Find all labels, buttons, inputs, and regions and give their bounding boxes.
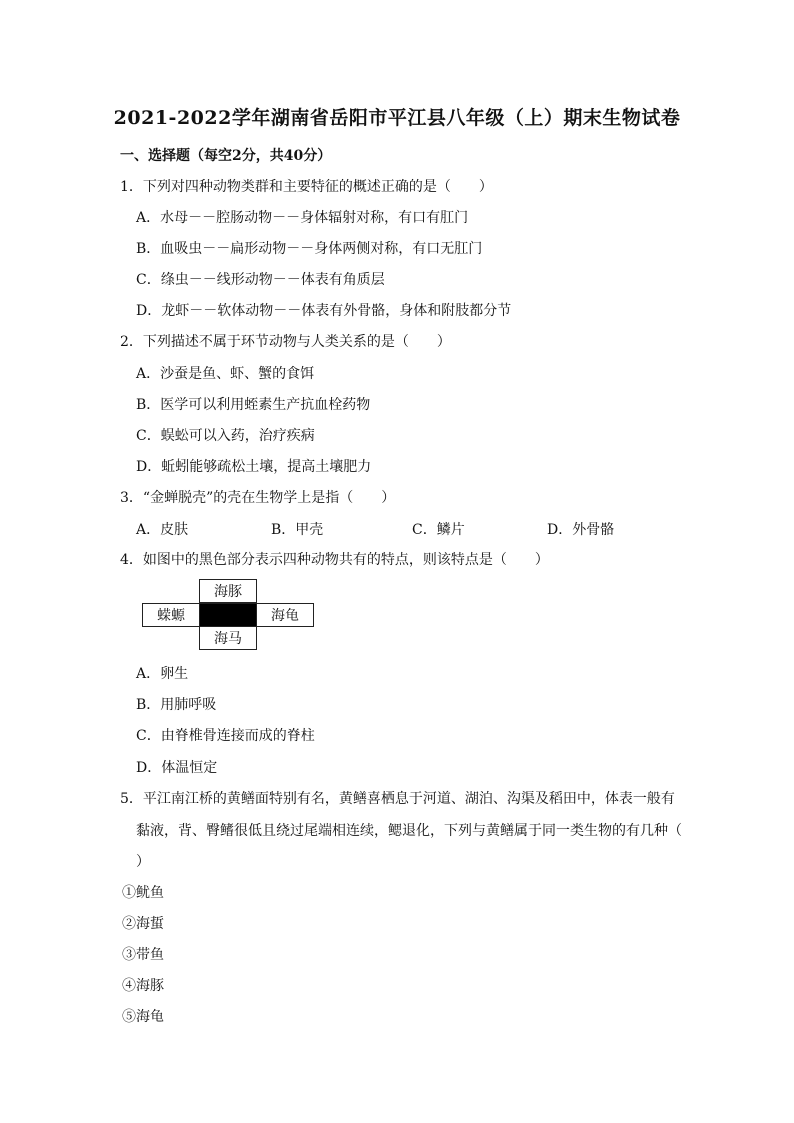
question-2-stem: 2．下列描述不属于环节动物与人类关系的是（ ） <box>120 334 451 350</box>
question-4-option-d: D．体温恒定 <box>136 760 218 776</box>
question-5-item-2: ②海蜇 <box>122 916 164 932</box>
question-2-option-a: A．沙蚕是鱼、虾、蟹的食饵 <box>136 366 315 382</box>
question-2-option-c: C．蜈蚣可以入药，治疗疾病 <box>136 428 315 444</box>
question-5-stem-line-2: 黏液，背、臀鳍很低且绕过尾端相连续，鳃退化，下列与黄鳝属于同一类生物的有几种（ <box>136 823 682 839</box>
question-1-stem: 1．下列对四种动物类群和主要特征的概述正确的是（ ） <box>120 179 493 195</box>
page-title: 2021-2022学年湖南省岳阳市平江县八年级（上）期末生物试卷 <box>113 107 681 129</box>
question-2-option-b: B．医学可以利用蛭素生产抗血栓药物 <box>136 397 371 413</box>
diagram-cell-center-shared <box>199 603 257 627</box>
diagram-cell-bottom: 海马 <box>199 626 257 650</box>
question-4-option-c: C．由脊椎骨连接而成的脊柱 <box>136 728 315 744</box>
question-1-option-a: A．水母－－腔肠动物－－身体辐射对称，有口有肛门 <box>136 210 469 226</box>
section-heading: 一、选择题（每空2分，共40分） <box>120 148 332 164</box>
question-1-option-d: D．龙虾－－软体动物－－体表有外骨骼，身体和附肢都分节 <box>136 303 512 319</box>
diagram-cell-right: 海龟 <box>256 603 314 627</box>
question-1-option-b: B．血吸虫－－扁形动物－－身体两侧对称，有口无肛门 <box>136 241 483 257</box>
question-3-option-b: B．甲壳 <box>271 522 324 538</box>
diagram-cell-top: 海豚 <box>199 579 257 603</box>
question-5-item-4: ④海豚 <box>122 978 164 994</box>
question-5-item-5: ⑤海龟 <box>122 1009 164 1025</box>
question-2-option-d: D．蚯蚓能够疏松土壤，提高土壤肥力 <box>136 459 372 475</box>
diagram-cell-left: 蝾螈 <box>142 603 200 627</box>
animal-cross-diagram <box>142 579 314 651</box>
question-4-stem: 4．如图中的黑色部分表示四种动物共有的特点，则该特点是（ ） <box>120 552 549 568</box>
question-4-option-a: A．卵生 <box>136 666 189 682</box>
question-5-item-1: ①鱿鱼 <box>122 885 164 901</box>
question-3-option-a: A．皮肤 <box>136 522 189 538</box>
question-4-option-b: B．用肺呼吸 <box>136 697 217 713</box>
question-3-option-d: D．外骨骼 <box>547 522 615 538</box>
question-5-stem-line-3: ） <box>136 854 150 870</box>
question-1-option-c: C．绦虫－－线形动物－－体表有角质层 <box>136 272 385 288</box>
question-3-options <box>136 519 696 539</box>
question-5-stem-line-1: 5．平江南江桥的黄鳝面特别有名，黄鳝喜栖息于河道、湖泊、沟渠及稻田中，体表一般有 <box>120 791 675 807</box>
question-5-item-3: ③带鱼 <box>122 947 164 963</box>
question-3-stem: 3．“金蝉脱壳”的壳在生物学上是指（ ） <box>120 490 396 506</box>
question-3-option-c: C．鳞片 <box>412 522 465 538</box>
